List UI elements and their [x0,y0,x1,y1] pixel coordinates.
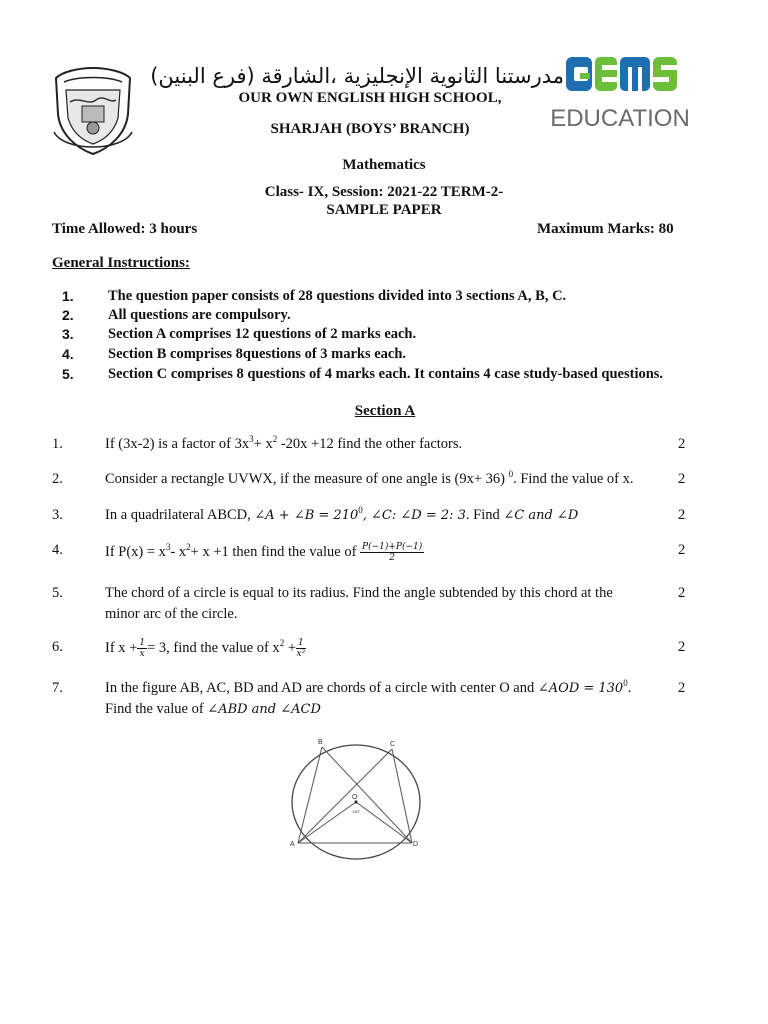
question-text: In the figure AB, AC, BD and AD are chords of a circle with center O and ∠AOD = $130^0$. Find the value of ∠ABD and ∠ACD [105,678,632,717]
question-marks: 2 [678,639,686,655]
question-number: 1. [52,436,63,452]
question-number: 5. [52,585,63,601]
circle-chords-diagram [282,735,430,861]
maximum-marks: Maximum Marks: 80 [537,221,674,237]
instruction-text: Section C comprises 8 questions of 4 marks each. It contains 4 case study-based questions. [108,366,664,382]
instruction-text: Section B comprises 8questions of 3 marks each. [108,346,407,362]
question-text: In a quadrilateral ABCD, ∠A + ∠B = $210^0$, ∠C: ∠D = 2: 3. Find ∠C and ∠D [105,505,579,523]
radius-od [356,802,412,843]
label-o: O [352,794,358,801]
school-crest-icon [50,62,136,158]
question-marks: 2 [678,585,686,601]
question-marks: 2 [678,471,686,487]
label-b: B [318,739,323,746]
school-name-arabic: مدرستنا الثانوية الإنجليزية ،الشارقة (فرع البنين) [150,64,564,88]
question-number: 6. [52,639,63,655]
gems-education-text: EDUCATION [550,105,690,132]
instruction-text: Section A comprises 12 questions of 2 marks each. [108,326,417,342]
label-a: A [290,841,295,848]
label-angle: 130° [352,809,361,814]
section-a-heading: Section A [354,403,416,419]
question-text: If $P(x) = x^3-$ $x^2+ x +1$ then find the value of $\frac{P(-1)+P(-1)}{2}$ [105,542,423,564]
instruction-number: 1. [62,288,74,304]
class-session: Class- IX, Session: 2021-22 TERM-2- [264,184,504,200]
question-marks: 2 [678,680,686,696]
school-crest [50,62,136,158]
time-allowed: Time Allowed: 3 hours [52,221,198,237]
school-name-line2: SHARJAH (BOYS’ BRANCH) [270,121,470,137]
school-name-line1: OUR OWN ENGLISH HIGH SCHOOL, [238,90,502,106]
fraction: $\frac{1}{x}$ [139,638,146,660]
question-text: If x + $\frac{1}{x}$ = 3, find the value of $x^2$ + $\frac{1}{\text{x²}}$ [105,638,306,660]
fraction: $\frac{P(-1)+P(-1)}{2}$ [362,542,423,564]
question-text: The chord of a circle is equal to its radius. Find the angle subtended by this chord at the minor arc of the circle. [105,585,613,622]
label-d: D [413,841,419,848]
instruction-number: 5. [62,366,74,382]
question-number: 4. [52,542,63,558]
paper-type: SAMPLE PAPER [326,202,442,218]
general-instructions-heading: General Instructions: [52,255,190,271]
chord-ac [298,749,392,843]
question-number: 7. [52,680,63,696]
question-marks: 2 [678,507,686,523]
question-number: 3. [52,507,63,523]
instruction-text: All questions are compulsory. [108,307,291,323]
question-text: If (3x-2) is a factor of $3x^3+ x^2$ -20x +12 find the other factors. [105,434,463,452]
instruction-number: 4. [62,346,74,362]
subject-title: Mathematics [342,157,426,173]
circle-figure [282,735,430,861]
question-text: Consider a rectangle UVWX, if the measure of one angle is (9x+ 36) $^0$. Find the value of x. [105,469,634,487]
chord-bd [322,747,412,843]
label-c: C [390,741,396,748]
instruction-number: 3. [62,326,74,342]
question-marks: 2 [678,542,686,558]
question-number: 2. [52,471,63,487]
question-marks: 2 [678,436,686,452]
instruction-number: 2. [62,307,74,323]
instruction-text: The question paper consists of 28 questions divided into 3 sections A, B, C. [108,288,567,304]
fraction: $\frac{1}{\text{x²}}$ [296,638,306,660]
